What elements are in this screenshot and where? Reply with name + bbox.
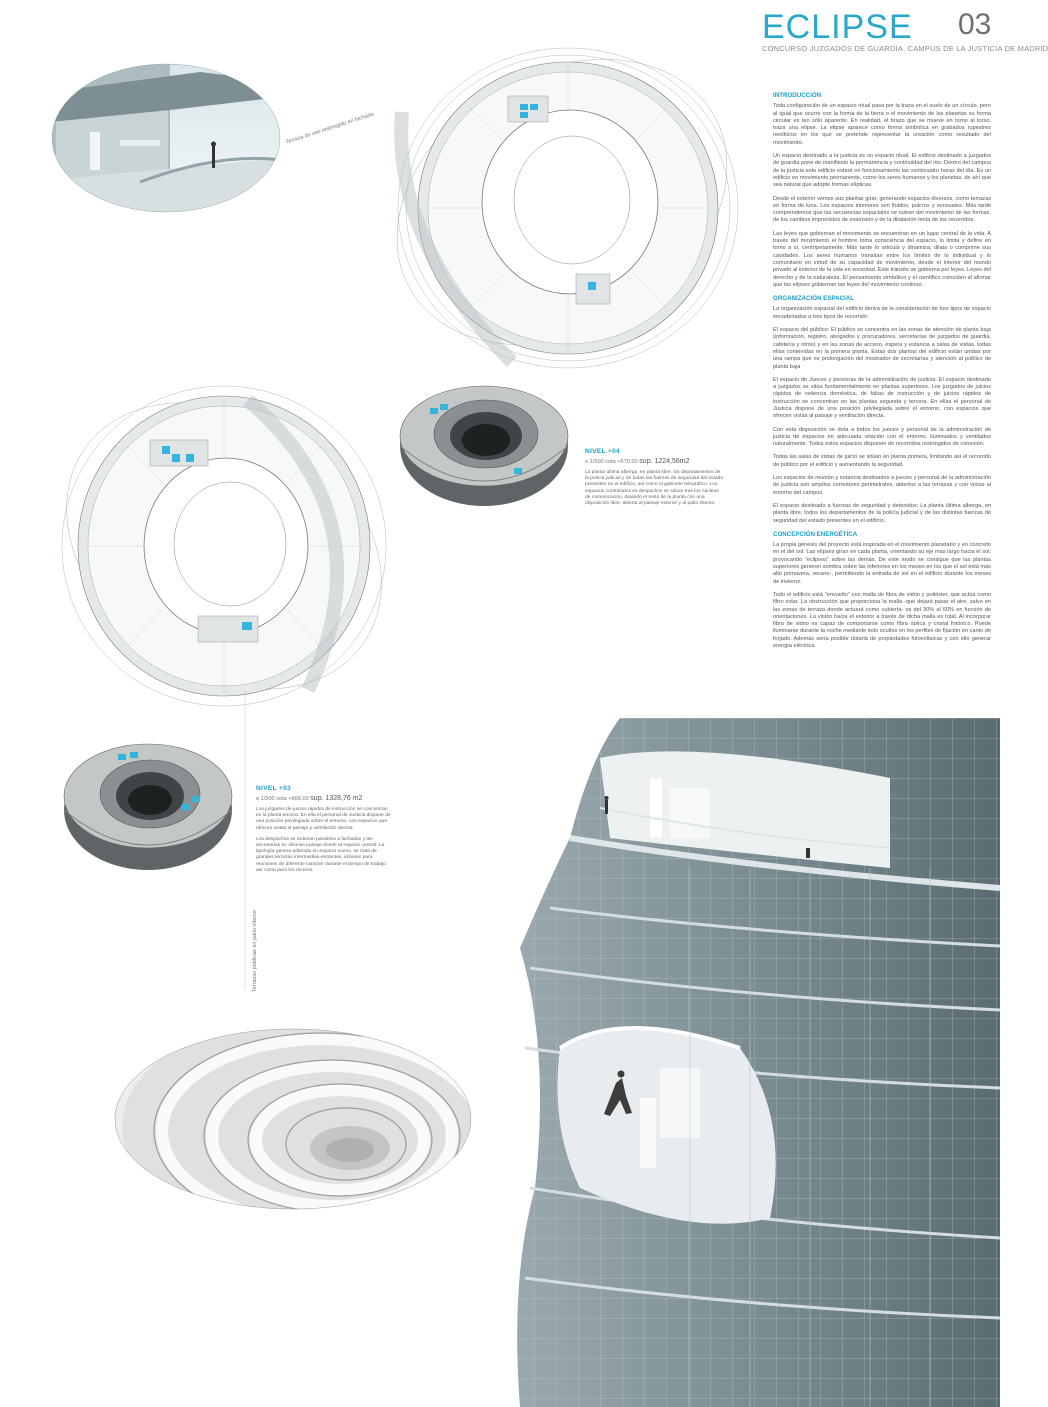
section-heading-introduccion: INTRODUCCIÓN — [773, 92, 822, 99]
building-facade-render — [490, 718, 1000, 1407]
page-number: 03 — [958, 8, 992, 41]
level-03-heading: NIVEL +03 — [256, 785, 292, 792]
paragraph: Toda configuración de un espacio ritual pasa por la traza en el suelo de un círculo, pero al igual que ocurre con la forma de la tierra o el movimiento de los planetas su forma circular es tan sólo aparente. En realidad, el brazo que se mueve en torno al torso, traza una elipse. La elipse aparece como forma simbólica en grabados rupestres neolíticos en los que se pretende representar la creación como resultado del movimiento. — [773, 103, 991, 146]
floor-plan-lower — [58, 380, 390, 712]
level-04-info — [585, 448, 725, 507]
level-03-text-2: Los despachos se ordenan paralelos a fachadas y las secretarías en oficinas paisaje donde al espacio central. La tipología genera adtemás en espacio nuevo, se trata de grandes terrazas intermedias-entrantes, idóneas para reuniones de diferente carácter durante el tiempo de trabajo así como para los recreos. — [256, 836, 386, 873]
level-03-info — [256, 785, 392, 879]
atrium-render-image — [112, 1026, 474, 1212]
paragraph: Con esta disposición se dota a todos los jueces y personal de la administración de justicia de espacios en adecuada relación con el entorno, iluminados y ventilados naturalmente. Todos estos espacios disponen de recorridos restringidos de conexión. — [773, 426, 991, 448]
terrace-label: Terraza de uso restringido en fachada — [285, 111, 375, 146]
paragraph: El espacio destinado a fuerzas de seguridad y detenidos: La planta última alberga, en planta libre, todos los departamentos de la policía judicial y de las distintas fuerzas de seguridad del estado presentes en el edificio. — [773, 502, 991, 524]
paragraph: Todo el edificio está "envuelto" con malla de fibra de vidrio y poliéster, que actúa como filtro solar. La obstrucción que proporciona la malla -que dejará pasar el aire, salvo en las zonas de terraza donde actuará como cubierta- va del 30% al 60% en función de orientaciones. La visión hacia el exterior a través de dicha malla es total. Al incorporar fibra de vidrio es capaz de comportarse como fibra óptica y cristal fotónico. Puede iluminarse durante la noche mediante leds ocultos en los perfiles de fijación en canto de forjado. Además sería posible dotarla de propiedades fotovoltaicas y con ello generar energía eléctrica. — [773, 591, 991, 649]
level-04-axonometric — [396, 378, 572, 510]
section-heading-energetica: CONCEPCIÓN ENERGÉTICA — [773, 530, 858, 538]
section-heading-organizacion: ORGANIZACIÓN ESPACIAL — [773, 295, 855, 303]
paragraph: La propia génesis del proyecto está inspirada en el movimiento planetario y en concreto en el del sol. Las elipses giran en cada planta, orientando su eje más largo hacia el sol, provocando "eclipses" sobre las demás. De este modo se consigue que las plantas superiores generen sombra sobre las inferiores en los meses en los que el sol está más alto primavera, verano-, permitiendo la entrada de sol en el edificio durante los meses de invierno. — [773, 542, 991, 585]
level-03-axonometric — [58, 738, 238, 874]
level-04-area: sup. 1224,56m2 — [639, 458, 690, 465]
level-03-text-1: Los juzgados de juicios rápidos de instrucción se concentran en la planta tercera. En ella el personal de Justicia dispone de una posición privilegiada sobre el entorno, con espacios que ofrecen vistas al paisaje y ventilación directa. — [256, 807, 391, 831]
paragraph: Un espacio destinado a la justicia es un espacio ritual. El edificio destinado a juzgados de guardia pone de manifiesto la permanencia y continuidad del rito. Dentro del campus de la justicia este edificio estará en funcionamiento las veinticuatro horas del día. Es un edificio en movimiento permanente, como los seres humanos y los planetas, de ahí que sea natural que adopte formas elípticas. — [773, 153, 991, 189]
paragraph: Desde el exterior vemos sus plantas girar, generando espacios diversos, como terrazas en forma de luna. Los espacios interiores son fluidos, pulcros y sensuales. Más tarde comprendemos que las secuencias espaciales se nutren del movimiento de las formas, de los cambios imprevistos de extensión y de la dilatación lenta de los recorridos. — [773, 195, 991, 224]
level-04-scale: e.1/500 cota +670,00 — [585, 459, 638, 465]
level-04-text: La planta última alberga, en planta libre, los departamentos de la policía judicial y de todas las fuerzas de seguridad del estado presentes en el edificio, así como el gabinete telegráfico. Los espacios controlados es despachos se sitúan tras los núcleos de comunicación, dejando el resto de la planta con una disposición libre, abierta al paisaje exterior y al patio interior. — [585, 470, 724, 507]
paragraph: Las leyes que gobiernan el movimiento se encuentran en un lugar central de la vida. A través del movimiento el hombre toma consciencia del espacio, lo limita y define en torno a sí, centrípetamente. Más tarde lo articula y dinamiza, dilata o comprime sus cavidades. Los seres humanos transitan entre los límites de lo individual y lo comunitario en virtud de su capacidad de movimiento, desde el interior del mundo privado al exterior de la vida en sociedad. Este tránsito se gobierna por leyes. Leyes del derecho y de la naturaleza. El pensamiento simbólico y el científico coinciden al afirmar que las elipses gobiernan las leyes del movimiento continuo. — [773, 230, 991, 288]
paragraph: La organización espacial del edificio deriva de la consideración de tres tipos de espacio encadenados a tres tipos de recorrido: — [773, 306, 991, 320]
floor-plan-upper — [392, 42, 744, 374]
terrace-render-image — [50, 62, 282, 214]
paragraph: El espacio del público: El público se concentra en las zonas de atención de planta baja (información, registro, abogados y procuradores, secretarías de juzgados de guardia, cafetería y otros) y en las zonas de acceso, espera y estancia a salas de vistas, todas ellas contenidas en la primera planta. Estas dos plantas del edificio están unidas por una rampa que es prolongación del mostrador de secretarías y atención al público de planta baja — [773, 327, 991, 370]
level-03-scale: e.1/500 cota +666,00 — [256, 796, 309, 802]
page-subtitle: CONCURSO JUZGADOS DE GUARDIA. CAMPUS DE LA JUSTICIA DE MADRID — [762, 44, 1048, 53]
paragraph: Los espacios de reunión y estancia destinados a jueces y personal de la administración de justicia son amplios corredores perimetrales, abiertos a las terrazas y con vistas al entorno del campus. — [773, 475, 991, 496]
public-terraces-label: Terrazas públicas en patio interior — [252, 909, 258, 992]
level-04-heading: NIVEL +04 — [585, 448, 621, 455]
paragraph: El espacio de Jueces y personas de la administración de justicia: El espacio destinado a juzgados se sitúa fundamentalmente en plantas superiores. Los juzgados de juicios rápidos de violencia doméstica, de faltas de instrucción y de juicios rápidos de instrucción se concentran en las plantas segunda y tercera. En ellas el personal de Justicia dispone de una posición privilegiada sobre el entorno, con espacios que ofrecen vistas al paisaje y ventilación directa. — [773, 376, 991, 420]
text-column — [773, 88, 991, 656]
paragraph: Todas las salas de vistas de juicio se sitúan en planta primera, limitando así el recorrido de público por el edificio y aumentando la seguridad. — [773, 454, 991, 468]
page-title: ECLIPSE — [762, 8, 913, 46]
level-03-area: sup. 1328,76 m2 — [310, 795, 363, 802]
